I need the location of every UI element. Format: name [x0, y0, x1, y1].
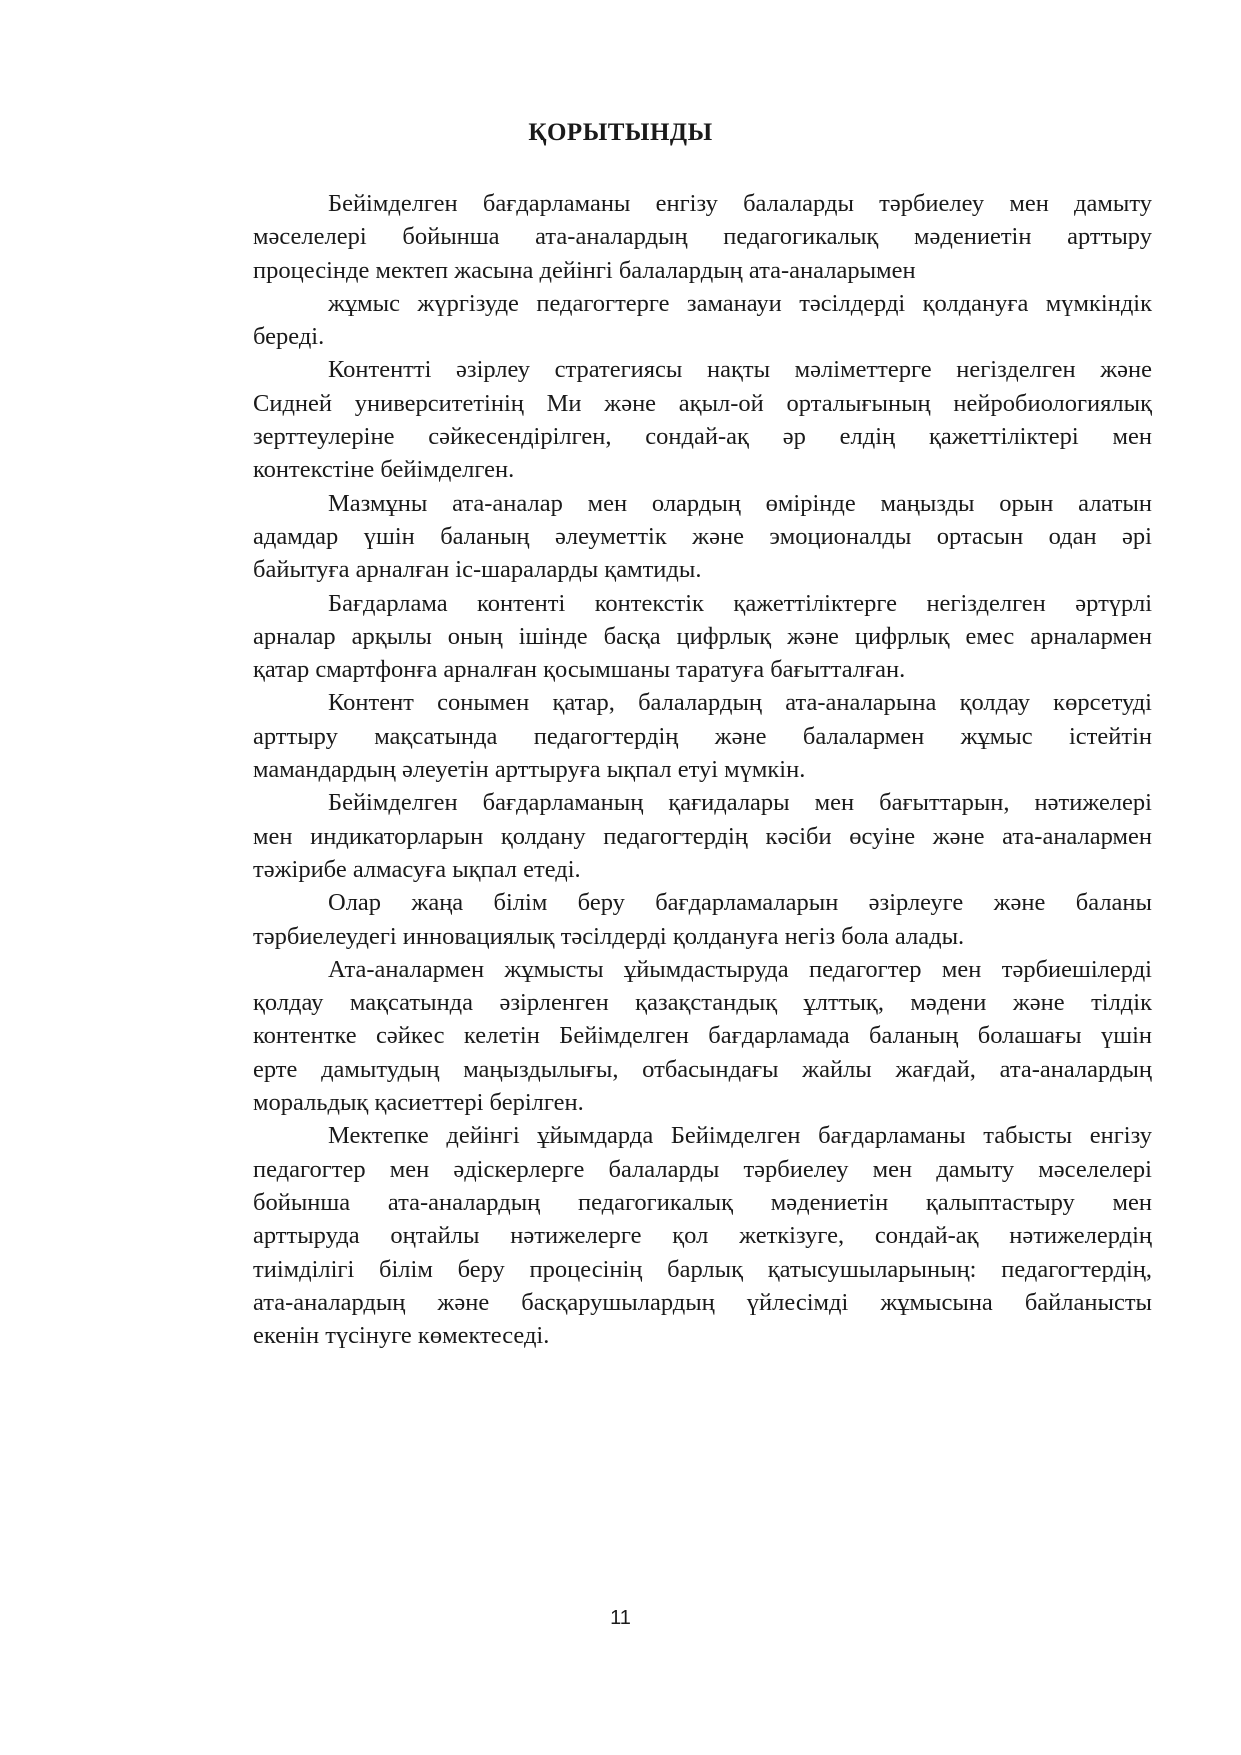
text-line: ерте дамытудың маңыздылығы, отбасындағы жайлы жағдай, ата-аналардың	[253, 1055, 1152, 1083]
text-line: бойынша ата-аналардың педагогикалық мәдениетін қалыптастыру мен	[253, 1188, 1152, 1216]
text-line: арттыру мақсатында педагогтердің және балалармен жұмыс істейтін	[253, 722, 1152, 750]
page-number: 11	[610, 1607, 631, 1629]
text-line: мәселелері бойынша ата-аналардың педагогикалық мәдениетін арттыру	[253, 223, 1152, 251]
text-line: береді.	[253, 323, 325, 351]
paragraph-9	[178, 953, 1152, 1119]
text-line: тәжірибе алмасуға ықпал етеді.	[253, 855, 581, 883]
text-line: екенін түсінуге көмектеседі.	[253, 1322, 550, 1350]
text-line: тәрбиелеудегі инновациялық тәсілдерді қолдануға негіз бола алады.	[253, 922, 965, 950]
paragraph-7	[178, 786, 1152, 886]
text-line: Сидней университетінің Ми және ақыл-ой орталығының нейробиологиялық	[253, 389, 1152, 417]
text-line: ата-аналардың және басқарушылардың үйлесімді жұмысына байланысты	[253, 1288, 1152, 1316]
body-text	[178, 187, 1152, 1352]
paragraph-4	[178, 487, 1152, 587]
text-line: арттыруда оңтайлы нәтижелерге қол жеткізуге, сондай-ақ нәтижелердің	[253, 1222, 1152, 1250]
text-line: процесінде мектеп жасына дейінгі балалардың ата-аналарымен	[253, 256, 916, 284]
text-line: адамдар үшін баланың әлеуметтік және эмоционалды ортасын одан әрі	[253, 522, 1152, 550]
text-line: арналар арқылы оның ішінде басқа цифрлық және цифрлық емес арналармен	[253, 622, 1152, 650]
text-line: қатар смартфонға арналған қосымшаны таратуға бағытталған.	[253, 656, 906, 684]
text-line: Ата-аналармен жұмысты ұйымдастыруда педагогтер мен тәрбиешілерді	[328, 955, 1152, 983]
text-line: Бейімделген бағдарламаны енгізу балаларды тәрбиелеу мен дамыту	[328, 190, 1152, 217]
text-line: педагогтер мен әдіскерлерге балаларды тәрбиелеу мен дамыту мәселелері	[253, 1155, 1152, 1183]
text-line: тиімділігі білім беру процесінің барлық қатысушыларының: педагогтердің,	[253, 1255, 1152, 1283]
text-line: Мазмұны ата-аналар мен олардың өмірінде маңызды орын алатын	[328, 489, 1152, 517]
text-line: контекстіне бейімделген.	[253, 456, 515, 484]
text-line: зерттеулеріне сәйкесендірілген, сондай-ақ әр елдің қажеттіліктері мен	[253, 423, 1152, 451]
text-line: мен индикаторларын қолдану педагогтердің кәсіби өсуіне және ата-аналармен	[253, 822, 1152, 850]
text-line: Контентті әзірлеу стратегиясы нақты мәліметтерге негізделген және	[328, 356, 1152, 384]
text-line: моральдық қасиеттері берілген.	[253, 1089, 584, 1117]
text-line: контентке сәйкес келетін Бейімделген бағдарламада баланың болашағы үшін	[253, 1022, 1152, 1050]
text-line: жұмыс жүргізуде педагогтерге заманауи тәсілдерді қолдануға мүмкіндік	[328, 289, 1152, 317]
paragraph-5	[178, 587, 1152, 687]
paragraph-1	[178, 187, 1152, 287]
paragraph-10	[178, 1119, 1152, 1352]
text-line: Олар жаңа білім беру бағдарламаларын әзірлеуге және баланы	[328, 889, 1152, 917]
text-line: қолдау мақсатында әзірленген қазақстандық ұлттық, мәдени және тілдік	[253, 989, 1152, 1017]
text-line: Мектепке дейінгі ұйымдарда Бейімделген бағдарламаны табысты енгізу	[328, 1122, 1152, 1150]
page-title: ҚОРЫТЫНДЫ	[528, 119, 713, 146]
paragraph-8	[178, 886, 1152, 953]
paragraph-6	[178, 686, 1152, 786]
text-line: Контент сонымен қатар, балалардың ата-аналарына қолдау көрсетуді	[328, 689, 1152, 717]
text-line: Бағдарлама контенті контекстік қажеттіліктерге негізделген әртүрлі	[328, 589, 1152, 617]
text-line: мамандардың әлеуетін арттыруға ықпал етуі мүмкін.	[253, 756, 806, 784]
text-line: байытуға арналған іс-шараларды қамтиды.	[253, 556, 702, 584]
text-line: Бейімделген бағдарламаның қағидалары мен бағыттарын, нәтижелері	[328, 789, 1152, 817]
paragraph-2	[178, 287, 1152, 354]
paragraph-3	[178, 353, 1152, 486]
